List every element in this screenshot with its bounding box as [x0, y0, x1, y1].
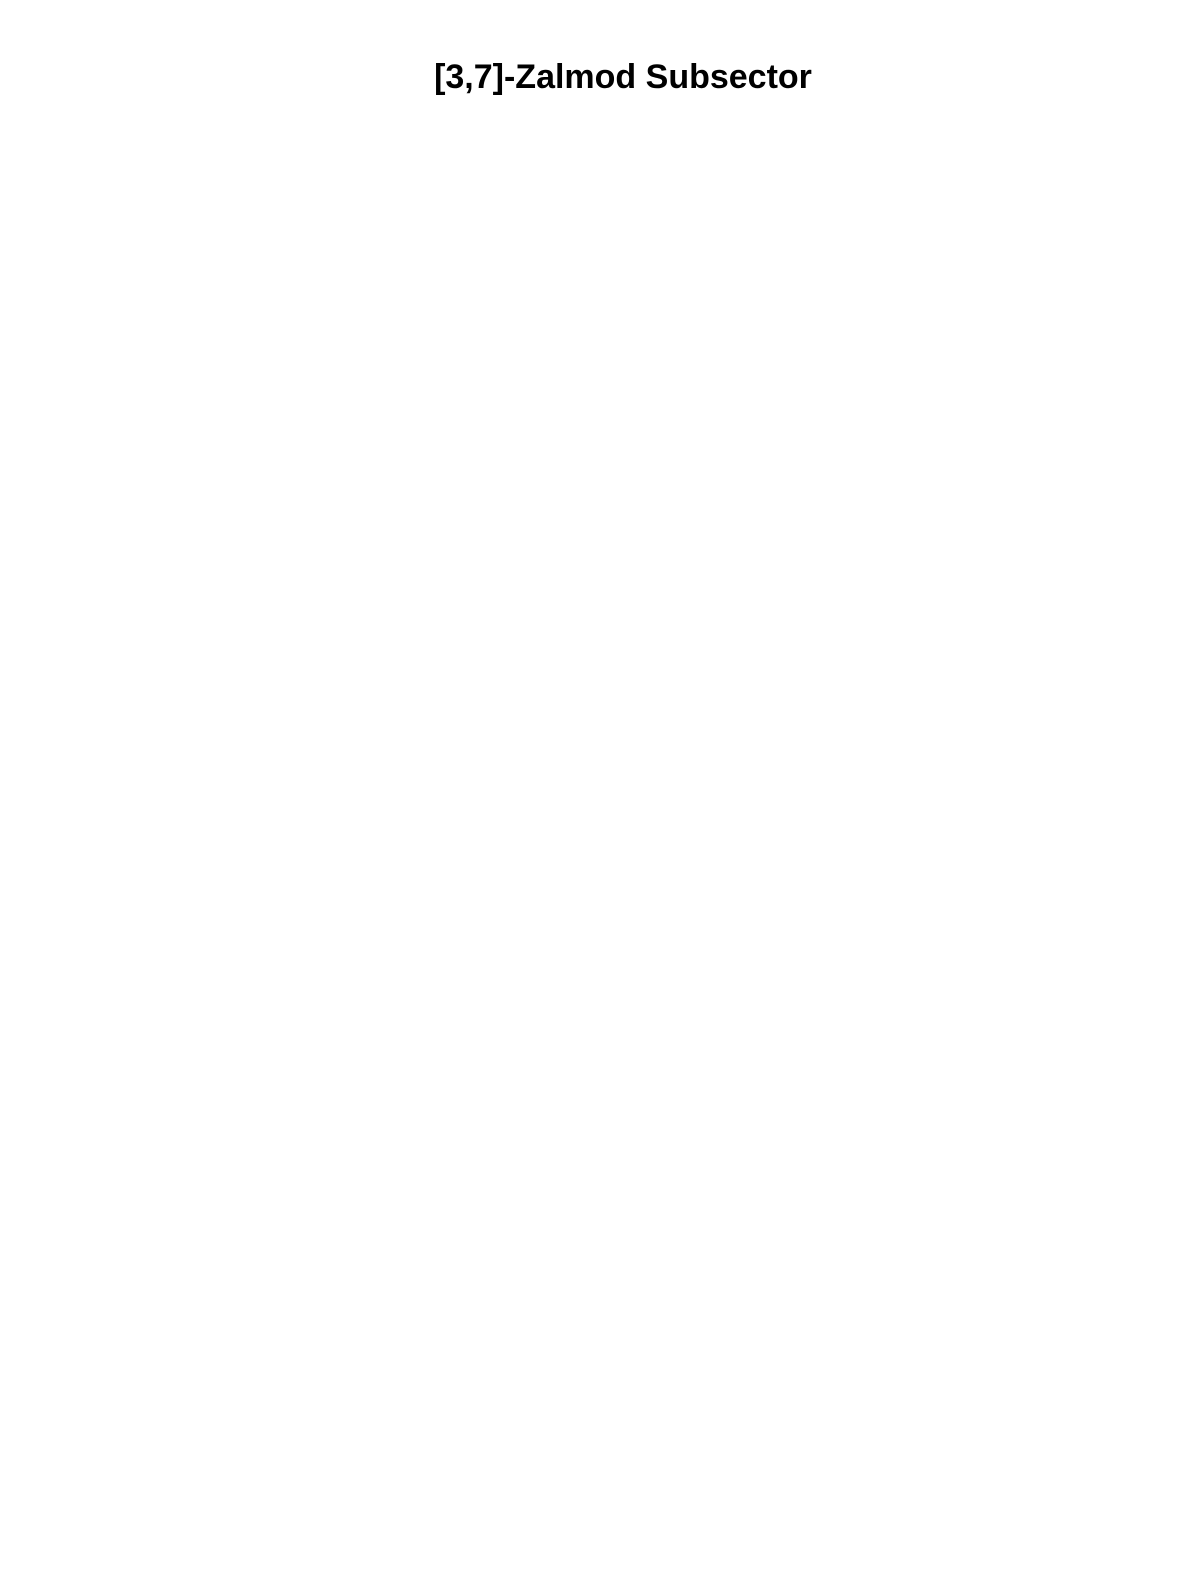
- map-title: [3,7]-Zalmod Subsector: [434, 58, 812, 96]
